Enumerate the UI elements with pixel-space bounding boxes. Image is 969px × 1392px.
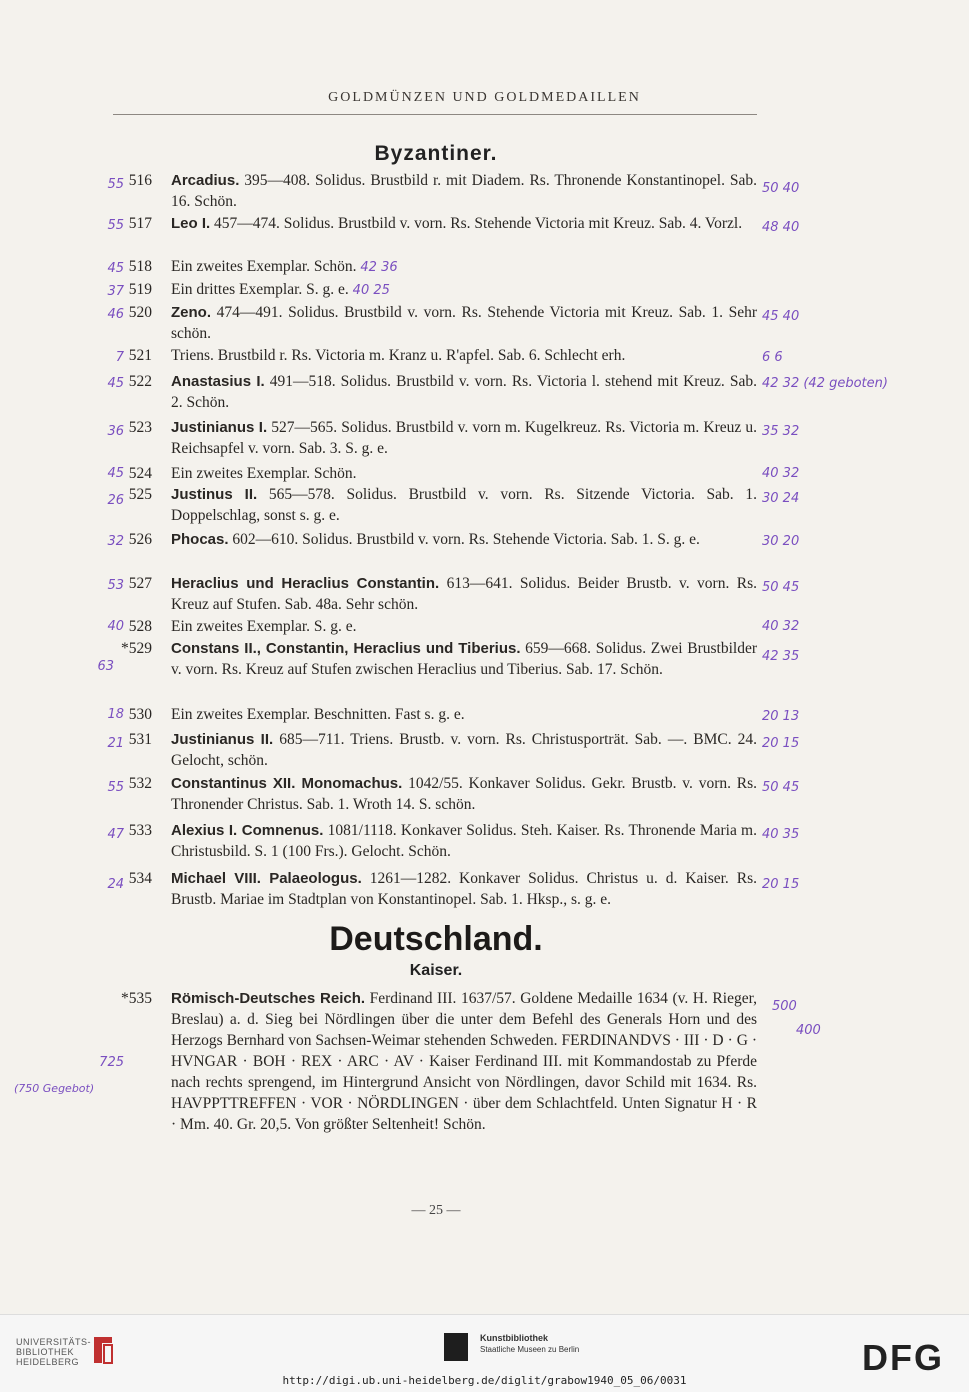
- handwritten-bid: 6 6: [762, 350, 783, 365]
- lot-number: 525: [128, 486, 152, 503]
- lot-title: Constans II., Constantin, Heraclius und Tiberius.: [171, 640, 521, 657]
- catalog-entry: [0, 170, 969, 213]
- section-title: Byzantiner.: [374, 142, 498, 165]
- lot-description: [171, 484, 757, 526]
- lot-number: *529: [121, 640, 152, 657]
- footer-band: [0, 1314, 969, 1392]
- lot-text: Ein zweites Exemplar. Beschnitten. Fast s. g. e.: [171, 706, 465, 723]
- handwritten-bid: 50 45: [762, 580, 800, 595]
- handwritten-price: 63: [97, 659, 114, 674]
- lot-title: Justinianus I.: [171, 419, 268, 436]
- lot-description: [171, 463, 757, 484]
- lot-number: 521: [128, 347, 152, 364]
- catalog-entry: [0, 463, 969, 484]
- lot-text: 1081/1118. Konkaver Solidus. Steh. Kaiser. Rs. Thronende Maria m. Christusbild. S. 1 (100 Frs.). Gelocht. Schön.: [171, 822, 757, 860]
- handwritten-price: 26: [107, 493, 124, 508]
- catalog-entry: [0, 638, 969, 704]
- lot-title: Phocas.: [171, 531, 229, 548]
- dfg-logo: DFG: [862, 1337, 944, 1378]
- running-head: GOLDMÜNZEN UND GOLDMEDAILLEN: [328, 90, 641, 105]
- header-rule: [113, 114, 757, 115]
- handwritten-bid: 42 36: [360, 260, 398, 275]
- museum-title: Kunstbibliothek: [480, 1333, 548, 1343]
- lot-description: [171, 302, 757, 344]
- lot-title: Constantinus XII. Monomachus.: [171, 775, 403, 792]
- lot-number: 524: [128, 465, 152, 482]
- lot-text: 613—641. Solidus. Beider Brustb. v. vorn. Rs. Kreuz auf Stufen. Sab. 48a. Sehr schön.: [171, 575, 757, 613]
- lot-number: 518: [128, 258, 152, 275]
- lot-number: 516: [128, 172, 152, 189]
- handwritten-price: 46: [107, 307, 124, 322]
- handwritten-price: 32: [107, 534, 124, 549]
- handwritten-bid: 50 40: [762, 181, 800, 196]
- handwritten-note: (750 Gegebot): [14, 1082, 95, 1095]
- handwritten-bid: 40 32: [762, 466, 800, 481]
- handwritten-price: 45: [107, 466, 124, 481]
- handwritten-price: 24: [107, 877, 124, 892]
- lot-number: 526: [128, 531, 152, 548]
- handwritten-bid: 45 40: [762, 309, 800, 324]
- lot-title: Heraclius und Heraclius Constantin.: [171, 575, 440, 592]
- lot-description: [171, 256, 757, 278]
- lot-description: [171, 417, 757, 459]
- lot-description: [171, 170, 757, 212]
- lot-title: Anastasius I.: [171, 373, 265, 390]
- handwritten-price: 725: [99, 1055, 124, 1070]
- lot-text: Ein drittes Exemplar. S. g. e.: [171, 281, 349, 298]
- lot-title: Römisch-Deutsches Reich.: [171, 990, 366, 1007]
- lot-description: [171, 213, 757, 234]
- lot-title: Arcadius.: [171, 172, 240, 189]
- subsection-title: Kaiser.: [409, 962, 463, 979]
- handwritten-bid: 20 13: [762, 709, 800, 724]
- lot-title: Justinus II.: [171, 486, 258, 503]
- catalog-entry: [0, 529, 969, 573]
- lot-text: 491—518. Solidus. Brustbild v. vorn. Rs. Victoria l. stehend mit Kreuz. Sab. 2. Schön.: [171, 373, 757, 411]
- lot-text: 527—565. Solidus. Brustbild v. vorn m. Kugelkreuz. Rs. Victoria m. Kreuz u. Reichsapfel v. vorn. Sab. 3. S. g. e.: [171, 419, 757, 457]
- lot-number: *535: [121, 990, 152, 1007]
- handwritten-price: 36: [107, 424, 124, 439]
- handwritten-price: 53: [107, 578, 124, 593]
- handwritten-bid: 20 15: [762, 736, 800, 751]
- lot-number: 522: [128, 373, 152, 390]
- handwritten-bid: 30 24: [762, 491, 800, 506]
- catalog-entry: [0, 417, 969, 463]
- library-logo-icon: [90, 1333, 116, 1367]
- lot-number: 520: [128, 304, 152, 321]
- museum-credit: [480, 1333, 579, 1355]
- lot-number: 519: [128, 281, 152, 298]
- lot-text: 685—711. Triens. Brustb. v. vorn. Rs. Christusporträt. Sab. —. BMC. 24. Gelocht, schön.: [171, 731, 757, 769]
- handwritten-price: 18: [107, 707, 124, 722]
- handwritten-price: 37: [107, 284, 124, 299]
- catalog-entry: [0, 729, 969, 773]
- catalog-entry: [0, 704, 969, 729]
- catalog-entry: [0, 484, 969, 529]
- lot-text: Ferdinand III. 1637/57. Goldene Medaille 1634 (v. H. Rieger, Breslau) a. d. Sieg bei Nördlingen über die unter dem Befehl des Generals Horn und des Herzogs Bernhard von Sachsen-Weimar stehenden Schweden. FERDINANDVS · III · D · G · HVNGAR · BOH · REX · ARC · AV · Kaiser Ferdinand III. mit Kommandostab zu Pferde nach rechts sprengend, im Hintergrund Ansicht von Nördlingen, davor Schild mit 1634. Rs. HAVPPTTREFFEN · VOR · NÖRDLINGEN · über dem Schlachtfeld. Unten Signatur H · R · Mm. 40. Gr. 20,5. Von größter Seltenheit! Schön.: [171, 990, 757, 1133]
- handwritten-price: 40: [107, 619, 124, 634]
- handwritten-bid: 500: [772, 999, 797, 1014]
- catalog-entry: [0, 371, 969, 417]
- lot-text: Ein zweites Exemplar. Schön.: [171, 465, 357, 482]
- handwritten-price: 7: [115, 350, 124, 365]
- lot-text: 602—610. Solidus. Brustbild v. vorn. Rs. Stehende Victoria. Sab. 1. S. g. e.: [228, 531, 700, 548]
- lot-title: Zeno.: [171, 304, 211, 321]
- lot-description: [171, 638, 757, 680]
- lot-number: 528: [128, 618, 152, 635]
- handwritten-price: 55: [107, 780, 124, 795]
- museum-logo-icon: [444, 1333, 468, 1361]
- lot-number: 533: [128, 822, 152, 839]
- lot-description: [171, 773, 757, 815]
- handwritten-bid: 48 40: [762, 220, 800, 235]
- country-title: Deutschland.: [329, 920, 543, 958]
- lot-title: Leo I.: [171, 215, 211, 232]
- lot-description: [171, 345, 757, 366]
- handwritten-bid: 35 32: [762, 424, 800, 439]
- lot-text: Ein zweites Exemplar. Schön.: [171, 258, 357, 275]
- handwritten-price: 21: [107, 736, 124, 751]
- handwritten-bid: 40 32: [762, 619, 800, 634]
- catalog-entry: [0, 256, 969, 279]
- lot-description: [171, 573, 757, 615]
- handwritten-price: 45: [107, 376, 124, 391]
- entry-list: [0, 170, 969, 932]
- library-name: UNIVERSITÄTS- BIBLIOTHEK HEIDELBERG: [16, 1337, 92, 1367]
- lot-description: [171, 616, 757, 637]
- lot-number: 530: [128, 706, 152, 723]
- lot-text: 565—578. Solidus. Brustbild v. vorn. Rs. Sitzende Victoria. Sab. 1. Doppelschlag, sonst s. g. e.: [171, 486, 757, 524]
- handwritten-bid: 40 35: [762, 827, 800, 842]
- handwritten-price: 55: [107, 177, 124, 192]
- handwritten-bid: 20 15: [762, 877, 800, 892]
- catalog-entry-535: [0, 988, 969, 1135]
- lot-description: [171, 988, 757, 1135]
- lot-description: [171, 820, 757, 862]
- lot-text: 1261—1282. Konkaver Solidus. Christus u. d. Kaiser. Rs. Brustb. Mariae im Stadtplan von Konstantinopel. Sab. 1. Hksp., s. g. e.: [171, 870, 757, 908]
- catalog-entry: [0, 616, 969, 638]
- catalog-entry: [0, 279, 969, 302]
- handwritten-bid: 400: [796, 1023, 821, 1038]
- lot-description: [171, 279, 757, 301]
- lot-text: 659—668. Solidus. Zwei Brustbilder v. vorn. Rs. Kreuz auf Stufen zwischen Heraclius und Tiberius. Sab. 17. Schön.: [171, 640, 757, 678]
- catalog-entry: [0, 345, 969, 371]
- catalog-entry: [0, 820, 969, 868]
- lot-number: 531: [128, 731, 152, 748]
- lot-number: 532: [128, 775, 152, 792]
- lot-number: 527: [128, 575, 152, 592]
- lot-text: 1042/55. Konkaver Solidus. Gekr. Brustb. v. vorn. Rs. Thronender Christus. Sab. 1. Wroth 14. S. schön.: [171, 775, 757, 813]
- catalog-entry: [0, 302, 969, 345]
- lot-number: 517: [128, 215, 152, 232]
- lot-text: 457—474. Solidus. Brustbild v. vorn. Rs. Stehende Victoria mit Kreuz. Sab. 4. Vorzl.: [210, 215, 743, 232]
- lot-description: [171, 868, 757, 910]
- lot-description: [171, 371, 757, 413]
- handwritten-price: 45: [107, 261, 124, 276]
- catalog-entry: [0, 573, 969, 616]
- handwritten-price: 55: [107, 218, 124, 233]
- handwritten-bid: 40 25: [352, 283, 390, 298]
- lot-text: 474—491. Solidus. Brustbild v. vorn. Rs. Stehende Victoria mit Kreuz. Sab. 1. Sehr schön.: [171, 304, 757, 342]
- lot-title: Michael VIII. Palaeologus.: [171, 870, 362, 887]
- handwritten-price: 47: [107, 827, 124, 842]
- handwritten-bid: 42 32 (42 geboten): [762, 376, 888, 391]
- handwritten-bid: 42 35: [762, 649, 800, 664]
- lot-description: [171, 529, 757, 550]
- museum-subtitle: Staatliche Museen zu Berlin: [480, 1345, 580, 1354]
- lot-title: Alexius I. Comnenus.: [171, 822, 324, 839]
- page-number: — 25 —: [411, 1203, 461, 1218]
- lot-text: Ein zweites Exemplar. S. g. e.: [171, 618, 357, 635]
- lot-number: 534: [128, 870, 152, 887]
- source-url[interactable]: http://digi.ub.uni-heidelberg.de/diglit/grabow1940_05_06/0031: [282, 1374, 687, 1387]
- handwritten-bid: 50 45: [762, 780, 800, 795]
- catalog-entry: [0, 213, 969, 256]
- lot-description: [171, 729, 757, 771]
- catalog-entry: [0, 773, 969, 820]
- lot-text: 395—408. Solidus. Brustbild r. mit Diadem. Rs. Thronende Konstantinopel. Sab. 16. Schön.: [171, 172, 757, 210]
- lot-number: 523: [128, 419, 152, 436]
- lot-description: [171, 704, 757, 725]
- handwritten-bid: 30 20: [762, 534, 800, 549]
- lot-title: Justinianus II.: [171, 731, 274, 748]
- lot-text: Triens. Brustbild r. Rs. Victoria m. Kranz u. R'apfel. Sab. 6. Schlecht erh.: [171, 347, 626, 364]
